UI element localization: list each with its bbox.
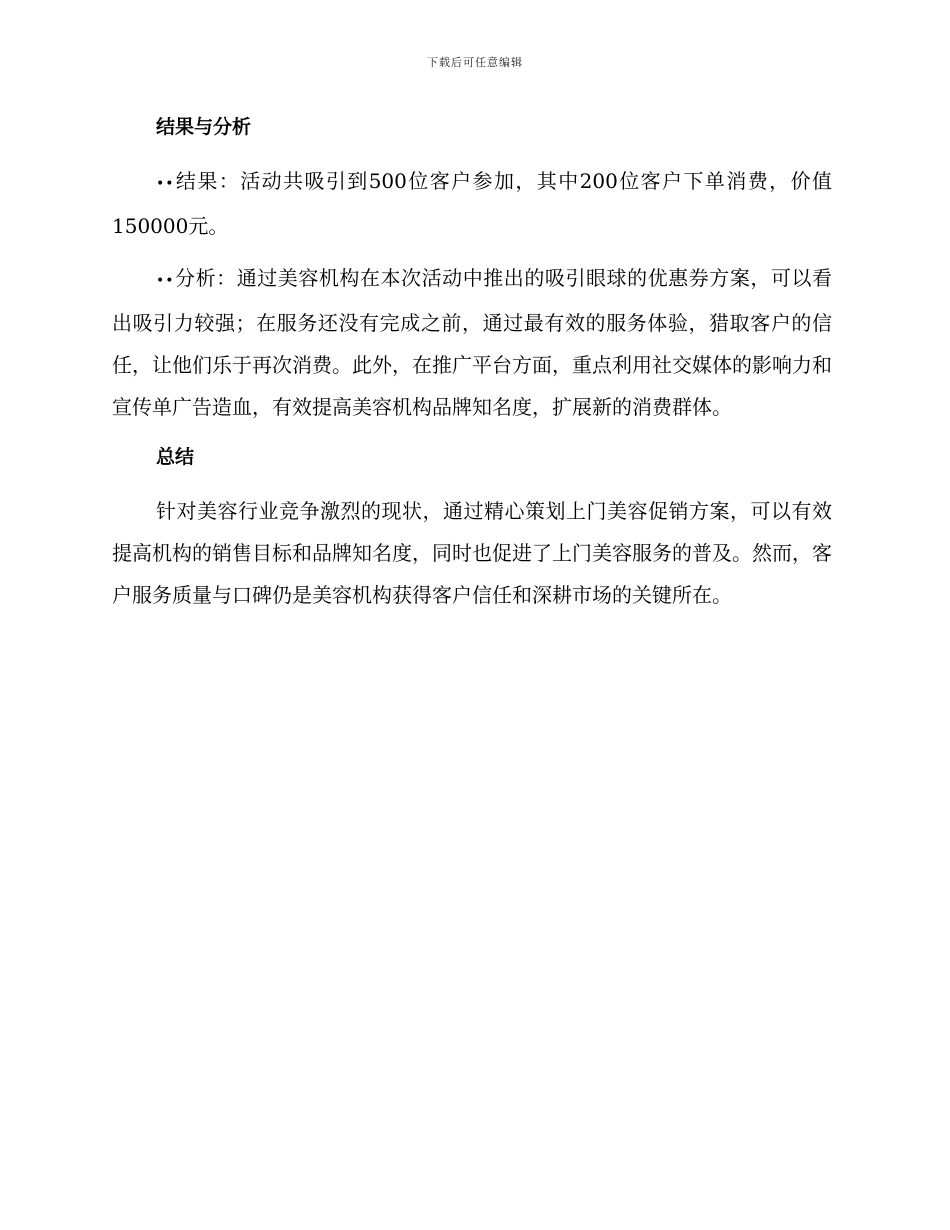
bullet-marker: •• xyxy=(156,273,175,289)
document-body xyxy=(112,108,832,626)
summary-heading: 总结 xyxy=(156,446,195,468)
analysis-text: 分析：通过美容机构在本次活动中推出的吸引眼球的优惠券方案，可以看出吸引力较强；在服务还没有完成之前，通过最有效的服务体验，猎取客户的信任，让他们乐于再次消费。此外，在推广平台方面，重点利用社交媒体的影响力和宣传单广告造血，有效提高美容机构品牌知名度，扩展新的消费群体。 xyxy=(112,266,832,419)
result-paragraph xyxy=(112,160,832,247)
bullet-marker: •• xyxy=(156,176,175,192)
result-text: 结果：活动共吸引到500位客户参加，其中200位客户下单消费，价值150000元。 xyxy=(112,169,832,238)
summary-paragraph: 针对美容行业竞争激烈的现状，通过精心策划上门美容促销方案，可以有效提高机构的销售目标和品牌知名度，同时也促进了上门美容服务的普及。然而，客户服务质量与口碑仍是美容机构获得客户信任和深耕市场的关键所在。 xyxy=(112,499,832,607)
analysis-paragraph xyxy=(112,257,832,428)
results-analysis-heading: 结果与分析 xyxy=(156,116,252,138)
header-note: 下载后可任意编辑 xyxy=(427,56,523,69)
